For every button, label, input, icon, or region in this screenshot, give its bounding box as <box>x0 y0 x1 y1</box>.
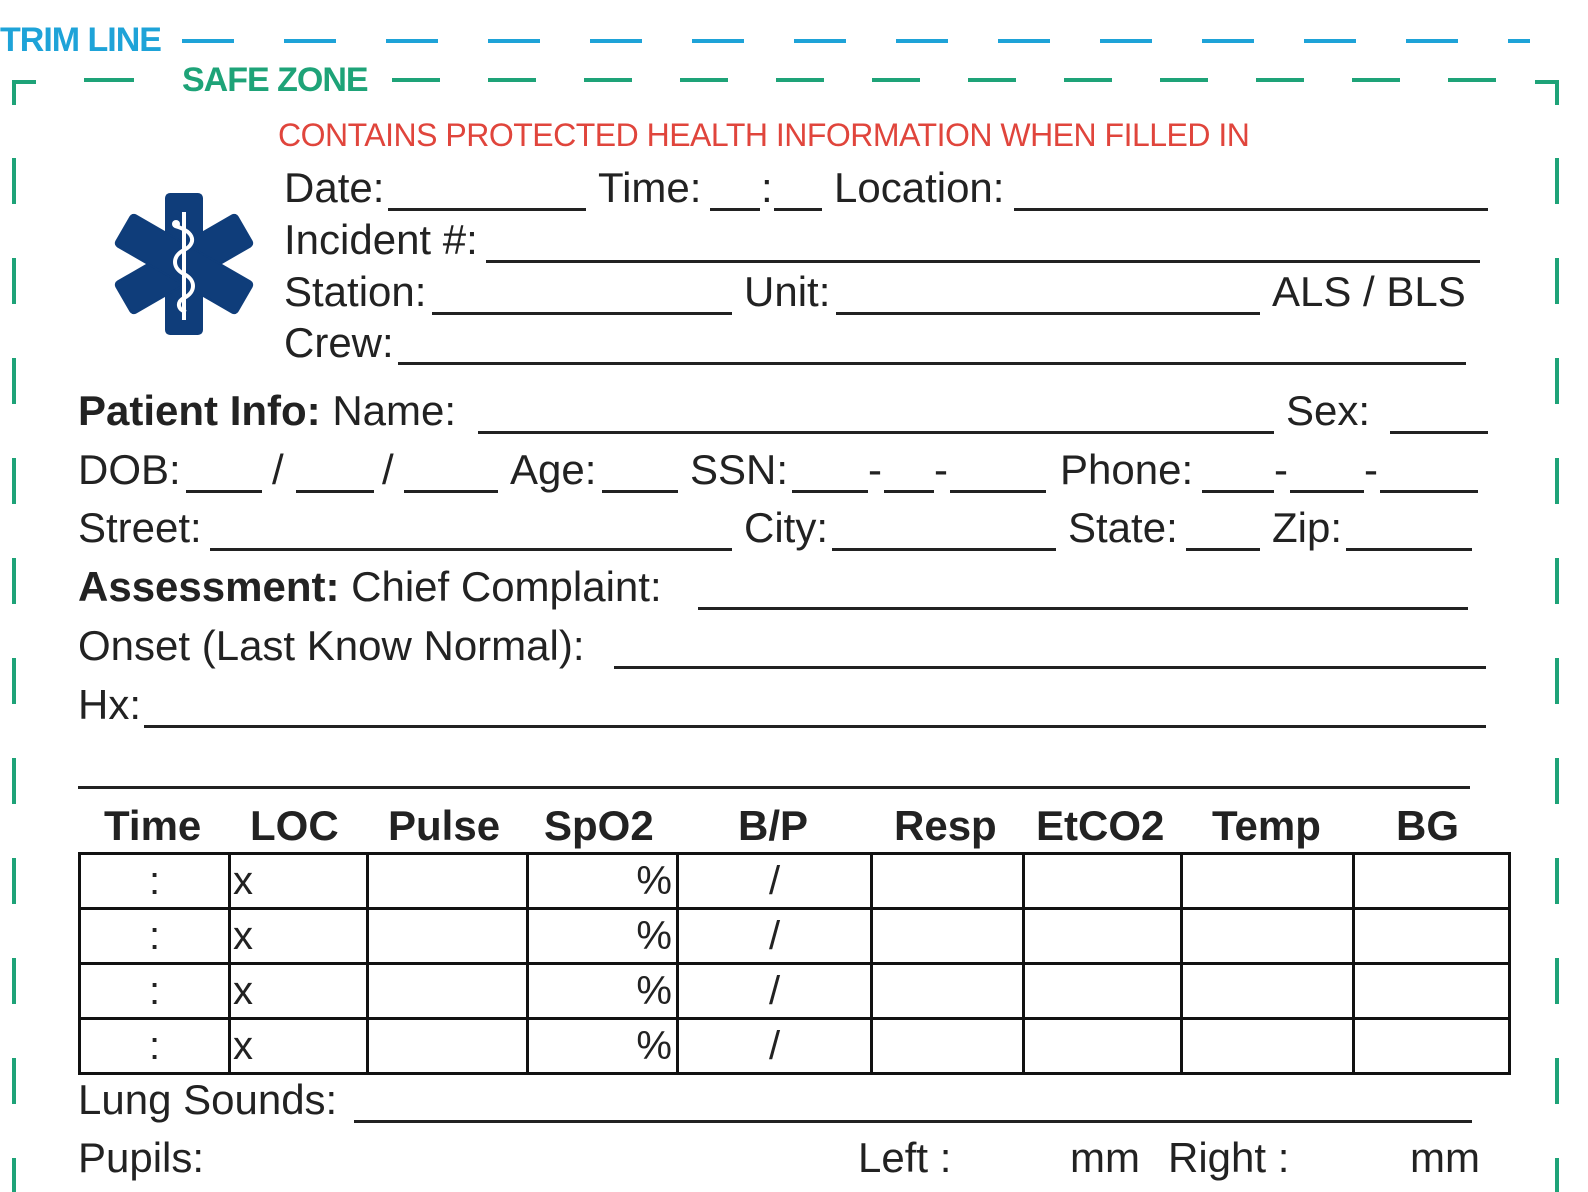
vitals-header-temp: Temp <box>1212 802 1321 849</box>
vitals-time-cell[interactable]: : <box>80 964 230 1019</box>
vitals-row <box>80 909 1510 964</box>
vitals-pulse-cell[interactable] <box>368 964 528 1019</box>
vitals-row <box>80 964 1510 1019</box>
zip-label: Zip: <box>1272 504 1343 551</box>
chief-complaint-field[interactable] <box>698 607 1468 610</box>
vitals-loc-cell[interactable]: x <box>230 909 368 964</box>
station-label: Station: <box>284 268 427 315</box>
time-label: Time: <box>598 164 702 211</box>
time-separator: : <box>761 164 773 211</box>
ssn-dash-2: - <box>934 446 948 493</box>
vitals-bg-cell[interactable] <box>1354 909 1510 964</box>
vitals-spo2-cell[interactable]: % <box>528 854 678 909</box>
onset-label: Onset (Last Know Normal): <box>78 622 585 669</box>
unit-field[interactable] <box>836 312 1260 315</box>
vitals-table <box>78 852 1511 1075</box>
trim-line-label: TRIM LINE <box>0 21 161 59</box>
vitals-etco2-cell[interactable] <box>1024 1019 1182 1074</box>
vitals-temp-cell[interactable] <box>1182 964 1354 1019</box>
vitals-header-etco2: EtCO2 <box>1036 802 1165 849</box>
phone-area-field[interactable] <box>1202 490 1274 493</box>
hx-label: Hx: <box>78 681 141 728</box>
vitals-time-cell[interactable]: : <box>80 909 230 964</box>
unit-label: Unit: <box>744 268 831 315</box>
crew-label: Crew: <box>284 319 394 366</box>
street-label: Street: <box>78 504 202 551</box>
vitals-etco2-cell[interactable] <box>1024 854 1182 909</box>
safe-zone-corner-right <box>1535 82 1557 105</box>
star-of-life-icon <box>104 188 264 340</box>
vitals-resp-cell[interactable] <box>872 964 1024 1019</box>
ssn-dash-1: - <box>868 446 882 493</box>
patient-info-row <box>78 386 456 436</box>
dob-label: DOB: <box>78 446 181 493</box>
age-label: Age: <box>510 446 597 493</box>
ssn-label: SSN: <box>690 446 789 493</box>
state-field[interactable] <box>1186 548 1260 551</box>
time-minute-field[interactable] <box>774 208 822 211</box>
ssn-part2-field[interactable] <box>884 490 934 493</box>
vitals-header-spo2: SpO2 <box>544 802 654 849</box>
vitals-header-time: Time <box>104 802 202 849</box>
vitals-row <box>80 1019 1510 1074</box>
incident-label: Incident #: <box>284 216 478 263</box>
vitals-spo2-cell[interactable]: % <box>528 909 678 964</box>
phone-label: Phone: <box>1060 446 1194 493</box>
vitals-time-cell[interactable]: : <box>80 854 230 909</box>
vitals-temp-cell[interactable] <box>1182 909 1354 964</box>
date-label: Date: <box>284 164 385 211</box>
vitals-temp-cell[interactable] <box>1182 854 1354 909</box>
street-field[interactable] <box>210 548 732 551</box>
safe-zone-label: SAFE ZONE <box>182 61 368 99</box>
vitals-temp-cell[interactable] <box>1182 1019 1354 1074</box>
vitals-resp-cell[interactable] <box>872 909 1024 964</box>
vitals-pulse-cell[interactable] <box>368 854 528 909</box>
vitals-row <box>80 854 1510 909</box>
vitals-header-bp: B/P <box>738 802 809 849</box>
assessment-heading: Assessment: <box>78 563 340 610</box>
vitals-bg-cell[interactable] <box>1354 854 1510 909</box>
pupil-left-label: Left : <box>858 1134 952 1181</box>
incident-field[interactable] <box>486 260 1480 263</box>
dob-year-field[interactable] <box>404 490 498 493</box>
pupils-label: Pupils: <box>78 1134 205 1181</box>
vitals-bp-cell[interactable]: / <box>678 909 872 964</box>
lung-sounds-field[interactable] <box>354 1120 1472 1123</box>
vitals-header-bg: BG <box>1396 802 1459 849</box>
ssn-part1-field[interactable] <box>792 490 868 493</box>
vitals-bp-cell[interactable]: / <box>678 1019 872 1074</box>
phone-dash-1: - <box>1274 446 1288 493</box>
pupil-right-mm: mm <box>1410 1134 1480 1181</box>
vitals-header-pulse: Pulse <box>388 802 501 849</box>
age-field[interactable] <box>602 490 678 493</box>
phone-prefix-field[interactable] <box>1290 490 1364 493</box>
city-label: City: <box>744 504 828 551</box>
patient-info-heading: Patient Info: <box>78 387 321 434</box>
vitals-etco2-cell[interactable] <box>1024 909 1182 964</box>
vitals-spo2-cell[interactable]: % <box>528 964 678 1019</box>
time-hour-field[interactable] <box>710 208 760 211</box>
vitals-spo2-cell[interactable]: % <box>528 1019 678 1074</box>
dob-slash-1: / <box>272 446 284 493</box>
onset-field[interactable] <box>614 666 1486 669</box>
vitals-loc-cell[interactable]: x <box>230 1019 368 1074</box>
dob-slash-2: / <box>382 446 394 493</box>
safe-zone-corner-left <box>14 82 36 105</box>
vitals-bp-cell[interactable]: / <box>678 854 872 909</box>
lung-sounds-label: Lung Sounds: <box>78 1076 338 1123</box>
vitals-pulse-cell[interactable] <box>368 1019 528 1074</box>
phi-notice: CONTAINS PROTECTED HEALTH INFORMATION WHEN FILLED IN <box>278 117 1250 153</box>
vitals-header-resp: Resp <box>894 802 997 849</box>
vitals-bg-cell[interactable] <box>1354 964 1510 1019</box>
name-field[interactable] <box>478 431 1274 434</box>
zip-field[interactable] <box>1346 548 1472 551</box>
vitals-resp-cell[interactable] <box>872 1019 1024 1074</box>
vitals-pulse-cell[interactable] <box>368 909 528 964</box>
vitals-loc-cell[interactable]: x <box>230 964 368 1019</box>
vitals-loc-cell[interactable]: x <box>230 854 368 909</box>
ssn-part3-field[interactable] <box>950 490 1046 493</box>
vitals-bp-cell[interactable]: / <box>678 964 872 1019</box>
vitals-bg-cell[interactable] <box>1354 1019 1510 1074</box>
chief-complaint-label: Chief Complaint: <box>351 563 662 610</box>
crew-field[interactable] <box>398 362 1466 365</box>
dob-month-field[interactable] <box>186 490 262 493</box>
hx-field[interactable] <box>144 725 1486 728</box>
date-field[interactable] <box>388 208 586 211</box>
state-label: State: <box>1068 504 1178 551</box>
city-field[interactable] <box>832 548 1056 551</box>
hx-field-line-2[interactable] <box>78 786 1470 789</box>
assessment-row <box>78 562 662 612</box>
pupil-right-label: Right : <box>1168 1134 1290 1181</box>
sex-label: Sex: <box>1286 387 1371 434</box>
location-label: Location: <box>834 164 1005 211</box>
name-label: Name: <box>332 387 457 434</box>
dob-day-field[interactable] <box>296 490 374 493</box>
pupil-left-mm: mm <box>1070 1134 1140 1181</box>
vitals-time-cell[interactable]: : <box>80 1019 230 1074</box>
vitals-etco2-cell[interactable] <box>1024 964 1182 1019</box>
location-field[interactable] <box>1014 208 1488 211</box>
station-field[interactable] <box>432 312 732 315</box>
vitals-header-loc: LOC <box>250 802 339 849</box>
phone-dash-2: - <box>1364 446 1378 493</box>
sex-field[interactable] <box>1390 431 1488 434</box>
als-bls-option[interactable]: ALS / BLS <box>1272 268 1466 315</box>
vitals-resp-cell[interactable] <box>872 854 1024 909</box>
phone-line-field[interactable] <box>1380 490 1478 493</box>
